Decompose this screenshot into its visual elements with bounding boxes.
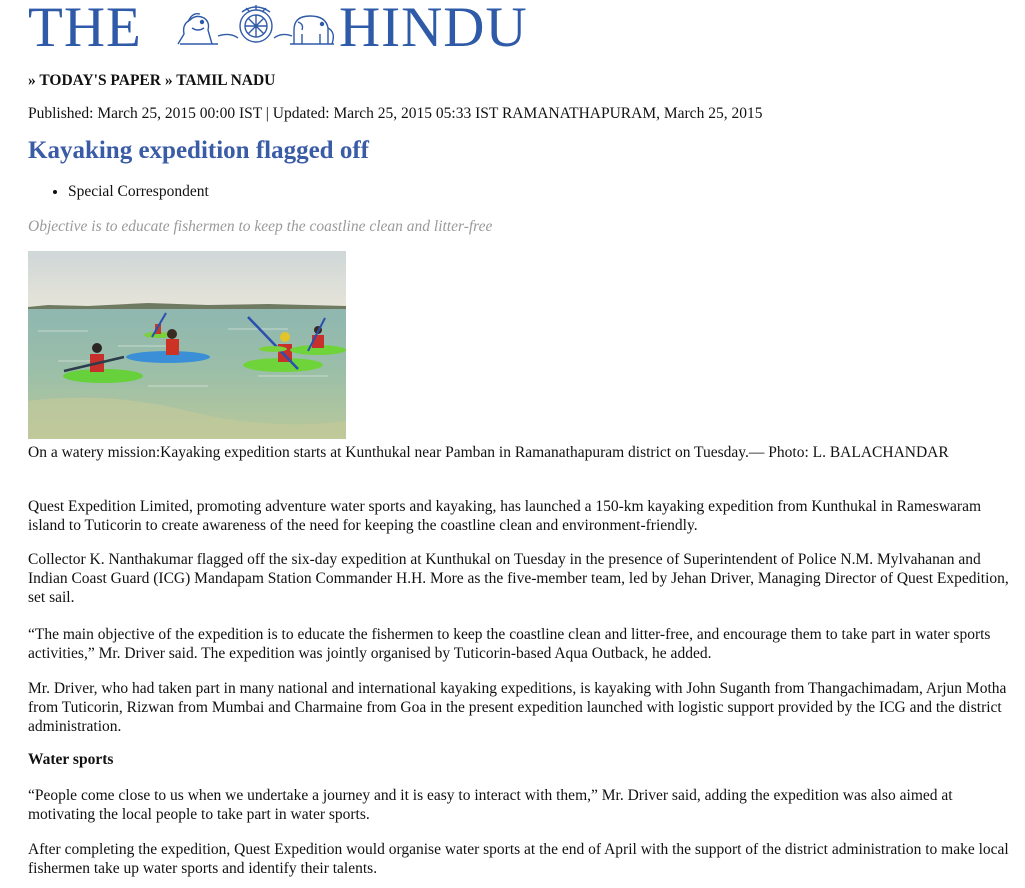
article-paragraph: Mr. Driver, who had taken part in many national and international kayaking expeditions, is kayaking with John Suganth from Thangachimadam, Arjun Motha from Tuticorin, Rizwan from Mumbai and Charmaine from Goa in the present expedition launched with logistic support provided by the ICG and the district administration.: [28, 680, 1007, 735]
article-dek: Objective is to educate fishermen to keep the coastline clean and litter-free: [28, 218, 493, 235]
byline-list: [28, 183, 209, 201]
article-headline: Kayaking expedition flagged off: [28, 137, 369, 164]
masthead-emblem-icon: [174, 4, 338, 48]
article-page: [28, 0, 1018, 877]
masthead-hindu: HINDU: [339, 0, 528, 59]
photo-caption: On a watery mission:Kayaking expedition starts at Kunthukal near Pamban in Ramanathapuram district on Tuesday.— Photo: L. BALACHANDAR: [28, 444, 949, 461]
masthead-the: THE: [28, 0, 142, 59]
article-paragraph: After completing the expedition, Quest Expedition would organise water sports at the end of April with the support of the district administration to make local fishermen take up water sports and identify their talents.: [28, 841, 1009, 877]
byline: • Special Correspondent: [68, 183, 209, 201]
breadcrumb-tamil-nadu[interactable]: TAMIL NADU: [176, 72, 276, 89]
article-paragraph: “People come close to us when we undertake a journey and it is easy to interact with them,” Mr. Driver said, adding the expedition was also aimed at motivating the local people to take part in water sports.: [28, 787, 953, 823]
kayak-photo-illustration: [28, 251, 346, 439]
breadcrumb-separator: »: [164, 72, 173, 89]
article-photo: [28, 251, 346, 439]
breadcrumb-separator: »: [28, 72, 36, 89]
breadcrumb-todays-paper[interactable]: TODAY'S PAPER: [39, 72, 161, 89]
masthead[interactable]: [28, 0, 568, 58]
article-subheading: Water sports: [28, 751, 114, 768]
article-paragraph: “The main objective of the expedition is to educate the fishermen to keep the coastline clean and litter-free, and encourage them to take part in water sports activities,” Mr. Driver said. The expedition was jointly organised by Tuticorin-based Aqua Outback, he added.: [28, 626, 991, 662]
article-paragraph: Quest Expedition Limited, promoting adventure water sports and kayaking, has launched a 150-km kayaking expedition from Kunthukal in Rameswaram island to Tuticorin to create awareness of the need for keeping the coastline clean and environment-friendly.: [28, 498, 982, 534]
dateline: Published: March 25, 2015 00:00 IST | Updated: March 25, 2015 05:33 IST RAMANATHAPURAM, March 25, 2015: [28, 105, 763, 122]
breadcrumb: [28, 72, 275, 90]
article-paragraph: Collector K. Nanthakumar flagged off the six-day expedition at Kunthukal on Tuesday in the presence of Superintendent of Police N.M. Mylvahanan and Indian Coast Guard (ICG) Mandapam Station Commander H.H. More as the five-member team, led by Jehan Driver, Managing Director of Quest Expedition, set sail.: [28, 551, 1009, 606]
